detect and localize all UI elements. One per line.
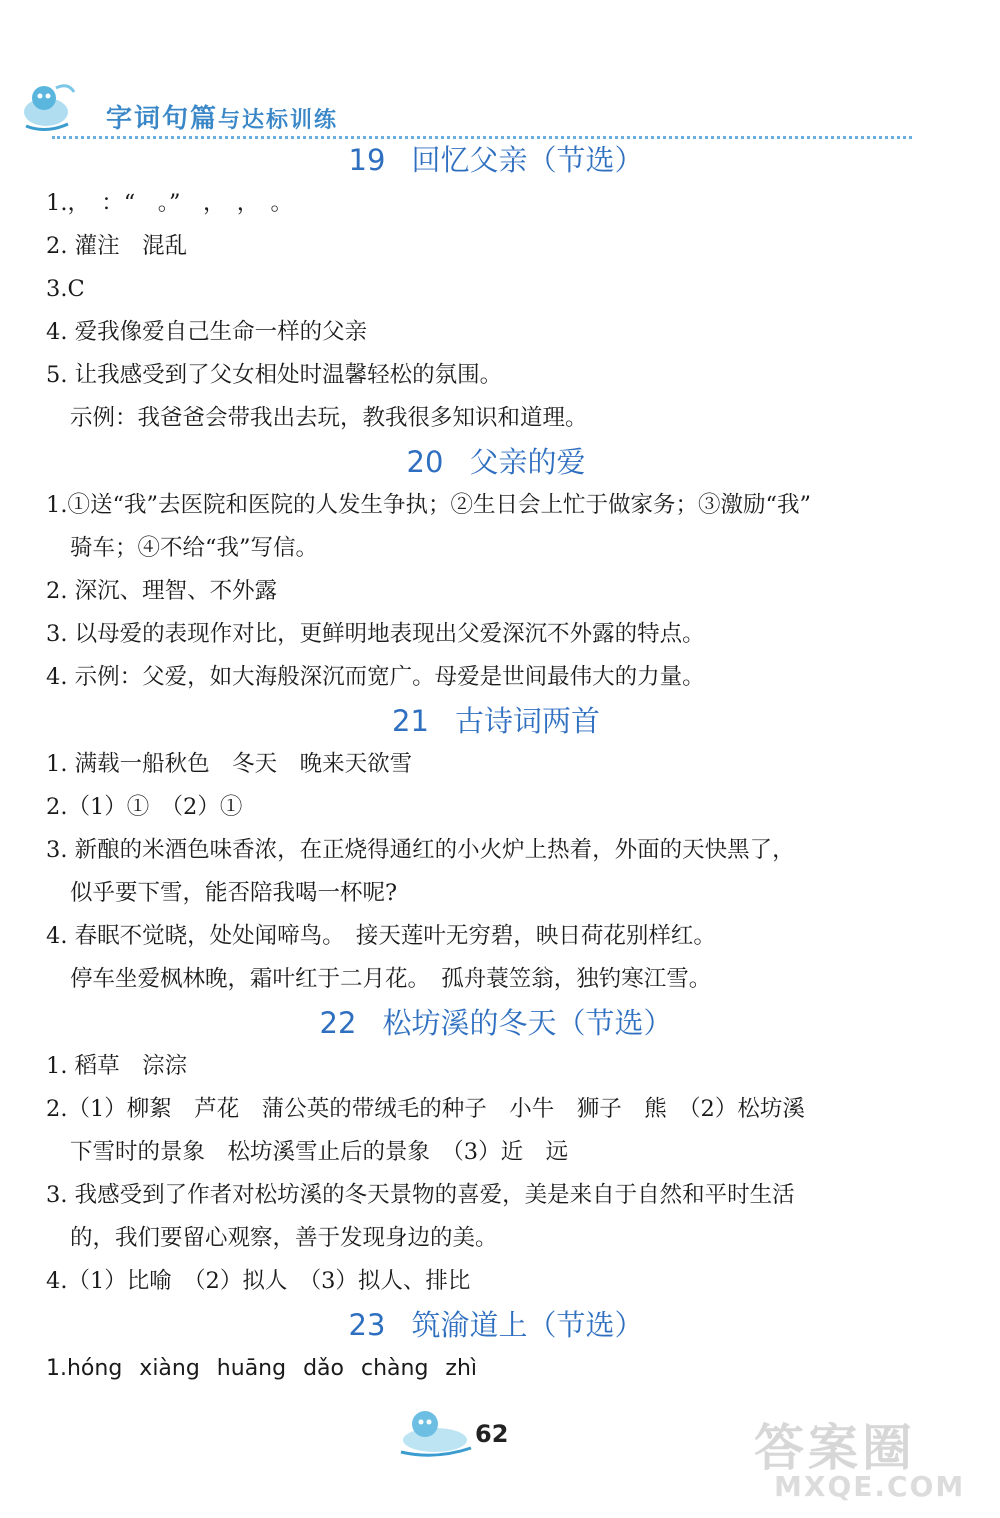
cartoon-mascot-icon bbox=[16, 78, 80, 134]
answer-line: 1. 满载一船秋色 冬天 晚来天欲雪 bbox=[46, 751, 413, 777]
answer-line: 3. 新酿的米酒色味香浓，在正烧得通红的小火炉上热着，外面的天快黑了， bbox=[46, 837, 795, 863]
section-number: 22 bbox=[319, 1006, 357, 1040]
cartoon-mascot-icon bbox=[395, 1402, 475, 1458]
answer-line: 1.hóng xiàng huāng dǎo chàng zhì bbox=[46, 1356, 478, 1381]
section-heading-text: 回忆父亲（节选） bbox=[411, 143, 644, 177]
section-title bbox=[46, 699, 946, 743]
answer-line: 1.①送“我”去医院和医院的人发生争执；②生日会上忙于做家务；③激励“我” bbox=[46, 492, 811, 518]
answer-line: 4. 示例：父爱，如大海般深沉而宽广。母爱是世间最伟大的力量。 bbox=[46, 664, 705, 690]
section-title bbox=[46, 138, 946, 182]
watermark-url: MXQE.COM bbox=[774, 1470, 966, 1503]
answer-line: 5. 让我感受到了父女相处时温馨轻松的氛围。 bbox=[46, 362, 503, 388]
answer-line: 3. 我感受到了作者对松坊溪的冬天景物的喜爱，美是来自于自然和平时生活 bbox=[46, 1182, 795, 1208]
answer-line: 的，我们要留心观察，善于发现身边的美。 bbox=[70, 1225, 498, 1251]
watermark-logo-text: 答案圈 bbox=[754, 1419, 916, 1477]
answer-line: 4. 爱我像爱自己生命一样的父亲 bbox=[46, 319, 368, 345]
section-heading-text: 筑渝道上（节选） bbox=[411, 1308, 644, 1342]
watermark bbox=[724, 1400, 984, 1510]
page-footer bbox=[395, 1398, 575, 1468]
answer-line: 1.， ：“ 。” ， ， 。 bbox=[46, 190, 293, 216]
answer-line: 下雪时的景象 松坊溪雪止后的景象 （3）近 远 bbox=[70, 1139, 569, 1165]
section-heading-text: 松坊溪的冬天（节选） bbox=[382, 1006, 673, 1040]
answer-line: 似乎要下雪，能否陪我喝一杯呢? bbox=[70, 880, 398, 906]
section-number: 20 bbox=[406, 445, 444, 479]
answer-line: 示例：我爸爸会带我出去玩，教我很多知识和道理。 bbox=[70, 405, 588, 431]
answer-line: 3.C bbox=[46, 276, 85, 302]
answer-line: 4. 春眠不觉晓，处处闻啼鸟。 接天莲叶无穷碧，映日荷花别样红。 bbox=[46, 923, 716, 949]
section-number: 21 bbox=[392, 704, 429, 738]
section-title bbox=[46, 1303, 946, 1347]
book-title-main: 字词句篇 bbox=[106, 104, 219, 134]
section-title bbox=[46, 440, 946, 484]
section-number: 19 bbox=[348, 143, 386, 177]
answer-line: 2.（1）柳絮 芦花 蒲公英的带绒毛的种子 小牛 狮子 熊 （2）松坊溪 bbox=[46, 1096, 805, 1122]
answer-line: 1. 稻草 淙淙 bbox=[46, 1053, 188, 1079]
answer-content bbox=[46, 138, 946, 1390]
book-title bbox=[106, 98, 338, 135]
answer-line: 3. 以母爱的表现作对比，更鲜明地表现出父爱深沉不外露的特点。 bbox=[46, 621, 705, 647]
answer-line: 骑车；④不给“我”写信。 bbox=[70, 535, 319, 561]
answer-line: 2.（1）① （2）① bbox=[46, 794, 243, 820]
page-header bbox=[10, 70, 990, 140]
answer-line: 停车坐爱枫林晚，霜叶红于二月花。 孤舟蓑笠翁，独钓寒江雪。 bbox=[70, 966, 712, 992]
page-number: 62 bbox=[475, 1420, 509, 1448]
section-heading-text: 父亲的爱 bbox=[469, 445, 586, 479]
book-title-sub: 达标训练 bbox=[242, 107, 339, 133]
section-number: 23 bbox=[348, 1308, 386, 1342]
answer-line: 4.（1）比喻 （2）拟人 （3）拟人、排比 bbox=[46, 1268, 471, 1294]
section-heading-text: 古诗词两首 bbox=[454, 704, 600, 738]
answer-line: 2. 深沉、理智、不外露 bbox=[46, 578, 278, 604]
section-title bbox=[46, 1001, 946, 1045]
answer-line: 2. 灌注 混乱 bbox=[46, 233, 188, 259]
book-title-connector: 与 bbox=[218, 107, 243, 133]
